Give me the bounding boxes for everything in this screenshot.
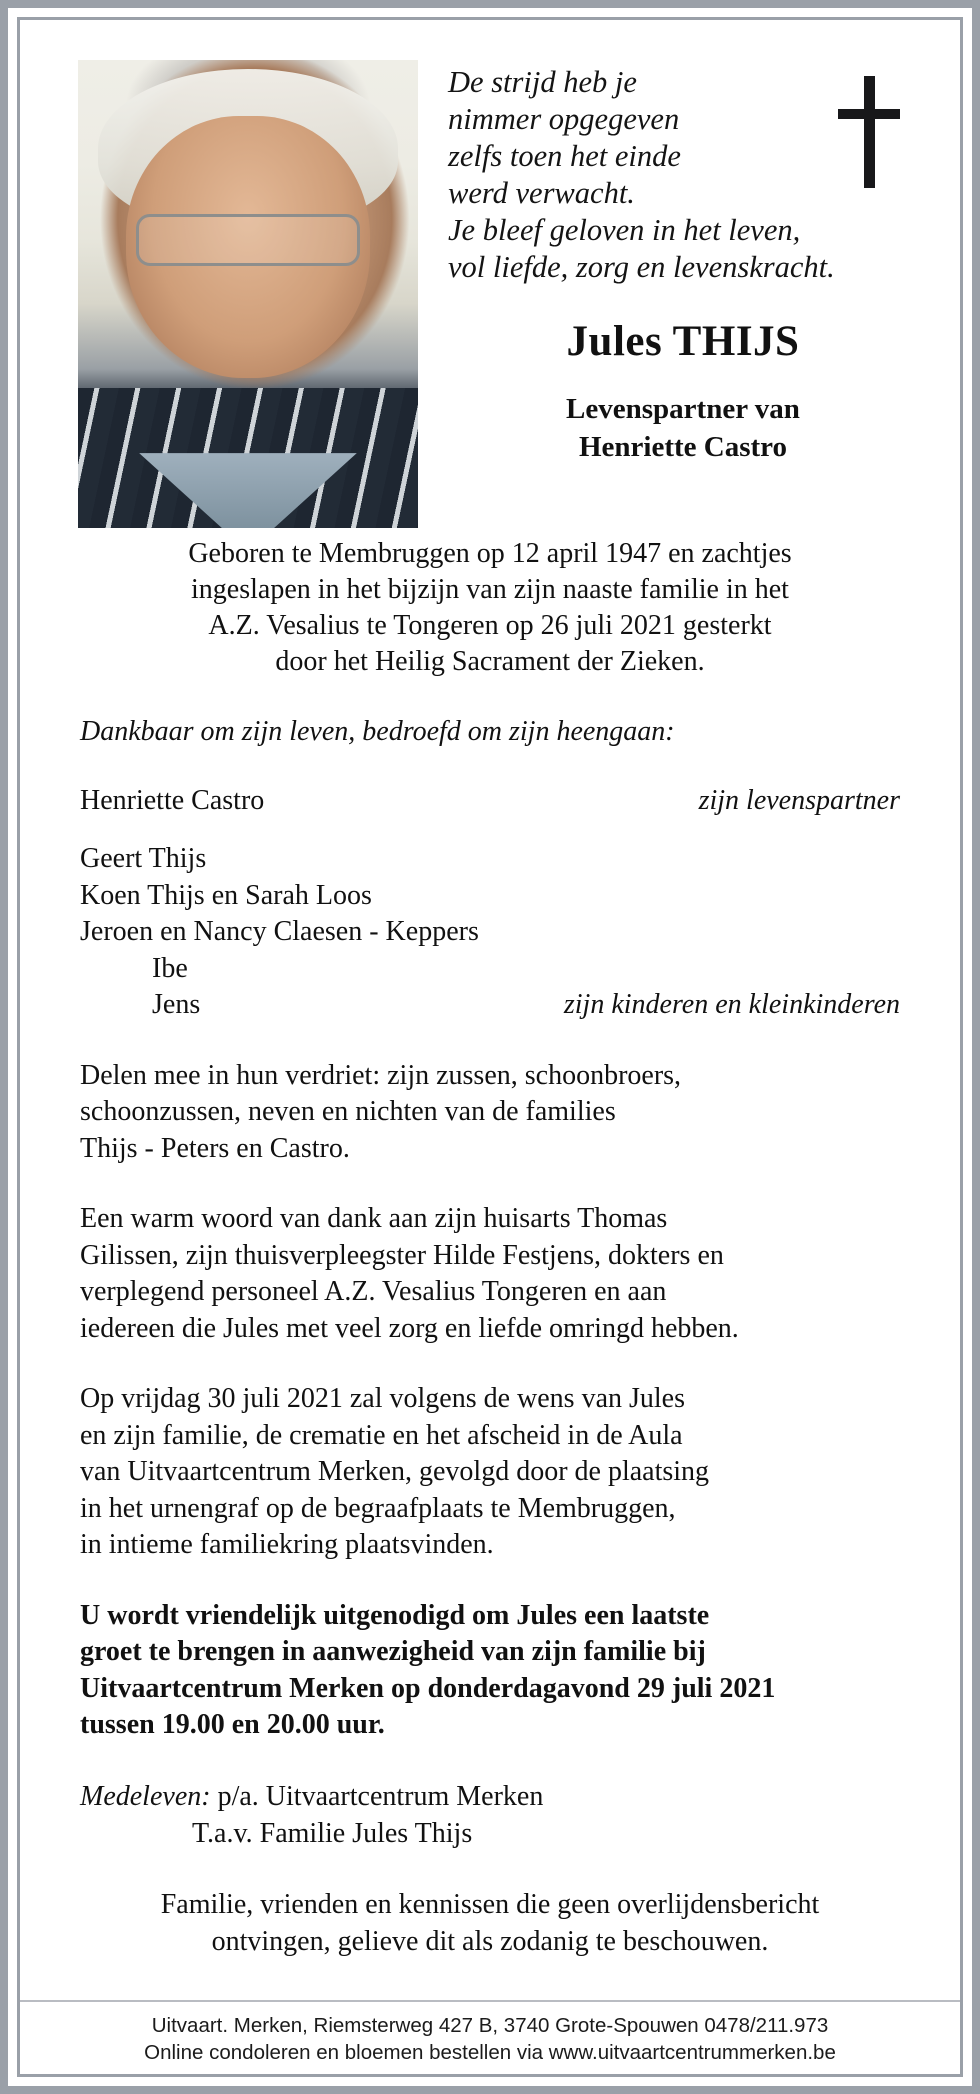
paragraph-line: groet te brengen in aanwezigheid van zijn familie bij [80, 1636, 706, 1667]
family-row [80, 987, 900, 1024]
quote-line: vol liefde, zorg en levenskracht. [448, 250, 835, 284]
footer-online-line: Online condoleren en bloemen bestellen via www.uitvaartcentrummerken.be [144, 2041, 836, 2064]
deceased-name: Jules THIJS [566, 318, 800, 365]
obituary-card [20, 20, 960, 2074]
memorial-quote [448, 64, 878, 286]
paragraph-line: in het urnengraf op de begraafplaats te Membruggen, [80, 1492, 676, 1524]
quote-line: nimmer opgegeven [448, 102, 680, 136]
card-inner-frame [17, 17, 963, 2077]
thanks-paragraph [80, 1201, 900, 1347]
glasses-icon [136, 214, 360, 265]
portrait-photo [78, 60, 418, 528]
gratitude-text: Dankbaar om zijn leven, bedroefd om zijn heengaan: [80, 716, 675, 747]
quote-line: zelfs toen het einde [448, 139, 681, 173]
paragraph-line: Uitvaartcentrum Merken op donderdagavond 29 juli 2021 [80, 1672, 776, 1704]
birth-death-line: A.Z. Vesalius te Tongeren op 26 juli 2021 gesterkt [208, 610, 772, 641]
invitation-paragraph [80, 1598, 900, 1744]
family-row [80, 783, 900, 820]
paragraph-line: schoonzussen, neven en nichten van de families [80, 1096, 616, 1127]
partner-name: Henriette Castro [578, 431, 788, 463]
family-member-name: Geert Thijs [80, 843, 207, 874]
medeleven-attention: T.a.v. Familie Jules Thijs [192, 1817, 473, 1849]
paragraph-line: Op vrijdag 30 juli 2021 zal volgens de wens van Jules [80, 1383, 686, 1414]
footer-address-line: Uitvaart. Merken, Riemsterweg 427 B, 3740 Grote-Spouwen 0478/211.973 [151, 2014, 829, 2037]
family-member-name: Koen Thijs en Sarah Loos [80, 879, 372, 911]
closing-line: Familie, vrienden en kennissen die geen overlijdensbericht [160, 1888, 820, 1920]
paragraph-line: tussen 19.00 en 20.00 uur. [80, 1709, 385, 1740]
paragraph-line: Thijs - Peters en Castro. [80, 1132, 350, 1164]
paragraph-line: in intieme familiekring plaatsvinden. [80, 1529, 494, 1560]
deceased-name-block [448, 314, 918, 466]
family-member-role: zijn kinderen en kleinkinderen [563, 989, 900, 1020]
paragraph-line: van Uitvaartcentrum Merken, gevolgd door de plaatsing [80, 1456, 710, 1487]
family-row [80, 951, 900, 988]
closing-note [80, 1886, 900, 1960]
medeleven-block [80, 1778, 900, 1852]
quote-line: Je bleef geloven in het leven, [448, 213, 801, 247]
family-row [80, 878, 900, 915]
family-member-name: Henriette Castro [80, 784, 265, 816]
birth-death-line: ingeslapen in het bijzijn van zijn naaste familie in het [191, 574, 789, 605]
family-row [80, 841, 900, 878]
family-member-role: zijn levenspartner [698, 784, 900, 816]
paragraph-line: Gilissen, zijn thuisverpleegster Hilde Festjens, dokters en [80, 1239, 724, 1271]
paragraph-line: en zijn familie, de crematie en het afscheid in de Aula [80, 1419, 683, 1451]
card-body [58, 536, 922, 1960]
medeleven-label: Medeleven: [80, 1780, 211, 1812]
paragraph-line: U wordt vriendelijk uitgenodigd om Jules een laatste [80, 1599, 710, 1631]
quote-line: werd verwacht. [448, 176, 635, 210]
family-row [80, 914, 900, 951]
card-header [58, 46, 922, 516]
paragraph-line: verplegend personeel A.Z. Vesalius Tongeren en aan [80, 1276, 667, 1307]
birth-death-line: Geboren te Membruggen op 12 april 1947 en zachtjes [188, 538, 792, 569]
family-member-name: Jens [152, 989, 201, 1020]
gratitude-line [80, 714, 900, 751]
condolences-paragraph [80, 1058, 900, 1168]
quote-line: De strijd heb je [448, 65, 637, 99]
family-member-name: Jeroen en Nancy Claesen - Keppers [80, 916, 479, 947]
funeral-home-footer [20, 2000, 960, 2066]
paragraph-line: Delen mee in hun verdriet: zijn zussen, schoonbroers, [80, 1059, 682, 1091]
paragraph-line: Een warm woord van dank aan zijn huisarts Thomas [80, 1203, 668, 1234]
family-list-spacer [80, 819, 900, 841]
closing-line: ontvingen, gelieve dit als zodanig te beschouwen. [211, 1925, 769, 1957]
family-list [80, 783, 900, 1024]
paragraph-line: iedereen die Jules met veel zorg en liefde omringd hebben. [80, 1312, 739, 1344]
birth-death-line: door het Heilig Sacrament der Zieken. [275, 646, 705, 677]
birth-death-paragraph [80, 536, 900, 680]
family-member-name: Ibe [152, 952, 188, 984]
ceremony-paragraph [80, 1381, 900, 1564]
medeleven-address-line [80, 1778, 900, 1815]
partner-label: Levenspartner van [566, 393, 800, 425]
medeleven-address: p/a. Uitvaartcentrum Merken [217, 1780, 544, 1812]
